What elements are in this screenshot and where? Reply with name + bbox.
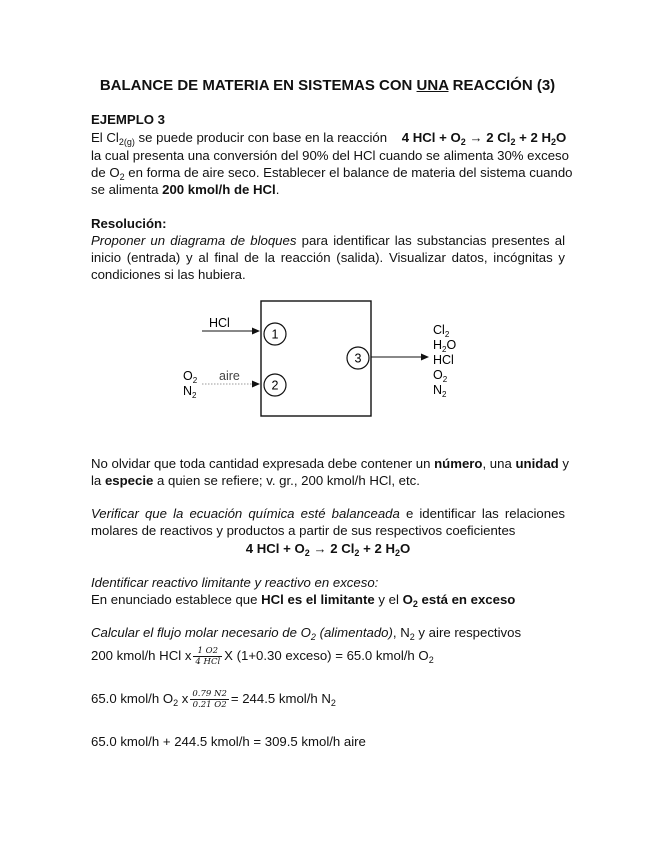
example-line-3: de $O_2$ en forma de aire seco. Establecer el balance de materia del sistema cuando <box>91 165 573 182</box>
calc-equation-2: 65.0 kmol/h $O_2$ x $\frac{0.79 N2}{0.21 O2}$ = 244.5 kmol/h $N_2$ <box>91 689 336 711</box>
verify-line-2: molares de reactivos y productos a partir de sus respectivos coeficientes <box>91 523 516 538</box>
example-line-4: se alimenta 200 kmol/h de HCl. <box>91 182 280 197</box>
outlet-species: $N_2$ <box>433 383 447 399</box>
note-line-1: No olvidar que toda cantidad expresada debe contener un número, una unidad y <box>91 456 569 471</box>
calc-heading: Calcular el flujo molar necesario de $O_2$ (alimentado), $N_2$ y aire respectivos <box>91 625 522 642</box>
example-heading: EJEMPLO 3 <box>91 112 166 127</box>
inlet-1-label: HCl <box>209 316 230 330</box>
calc-equation-1: 200 kmol/h HCl x $\frac{1 O2}{\text{4 HCl}}$ X (1+0.30 exceso) = 65.0 kmol/h $O_2$ <box>91 646 434 668</box>
outlet-species: $H_2O$ <box>433 338 457 354</box>
fraction-o2-per-hcl: $\frac{1 O2}{\text{4 HCl}}$ <box>195 646 221 668</box>
note-line-2: la especie a quien se refiere; v. gr., 200 kmol/h HCl, etc. <box>91 473 420 488</box>
limiting-line-1: En enunciado establece que HCl es el limitante y el $O_2$ está en exceso <box>91 592 516 609</box>
node-1-label: 1 <box>271 327 279 342</box>
node-3-label: 3 <box>354 351 362 366</box>
block-diagram <box>175 296 475 420</box>
balanced-equation: 4 HCl + $O_2 \to 2$ $Cl_2 + 2$ $H_2O$ <box>245 541 411 558</box>
example-line-2: la cual presenta una conversión del 90% del HCl cuando se alimenta 30% exceso <box>91 148 569 163</box>
calc-equation-3: 65.0 kmol/h + 244.5 kmol/h = 309.5 kmol/h aire <box>91 734 366 749</box>
resolution-line-3: condiciones si las hubiera. <box>91 267 246 282</box>
inlet-2-o2: $O_2$ <box>183 369 198 385</box>
resolution-line-2: inicio (entrada) y al final de la reacción (salida). Visualizar datos, incógnitas y <box>91 250 565 265</box>
outlet-species-list <box>433 323 456 399</box>
outlet-species: HCl <box>433 353 454 367</box>
verify-line-1: Verificar que la ecuación química esté balanceada e identificar las relaciones <box>91 506 565 521</box>
resolution-heading: Resolución: <box>91 216 167 231</box>
resolution-line-1: Proponer un diagrama de bloques para identificar las substancias presentes al <box>91 233 565 248</box>
fraction-n2-per-o2: $\frac{0.79 N2}{0.21 O2}$ <box>192 689 227 711</box>
node-2-label: 2 <box>271 378 279 393</box>
outlet-species: $Cl_2$ <box>433 323 450 339</box>
inlet-2-n2: $N_2$ <box>183 384 197 400</box>
inlet-2-air-label: aire <box>219 369 240 383</box>
example-line-1: El $Cl_{2(g)}$ se puede producir con base en la reacción 4 HCl + $O_2 \to 2$ $Cl_2 + 2$ $H_2O$ <box>91 130 567 147</box>
page-title: BALANCE DE MATERIA EN SISTEMAS CON UNA REACCIÓN (3) <box>99 77 556 94</box>
outlet-species: $O_2$ <box>433 368 448 384</box>
limiting-heading: Identificar reactivo limitante y reactivo en exceso: <box>91 575 379 590</box>
